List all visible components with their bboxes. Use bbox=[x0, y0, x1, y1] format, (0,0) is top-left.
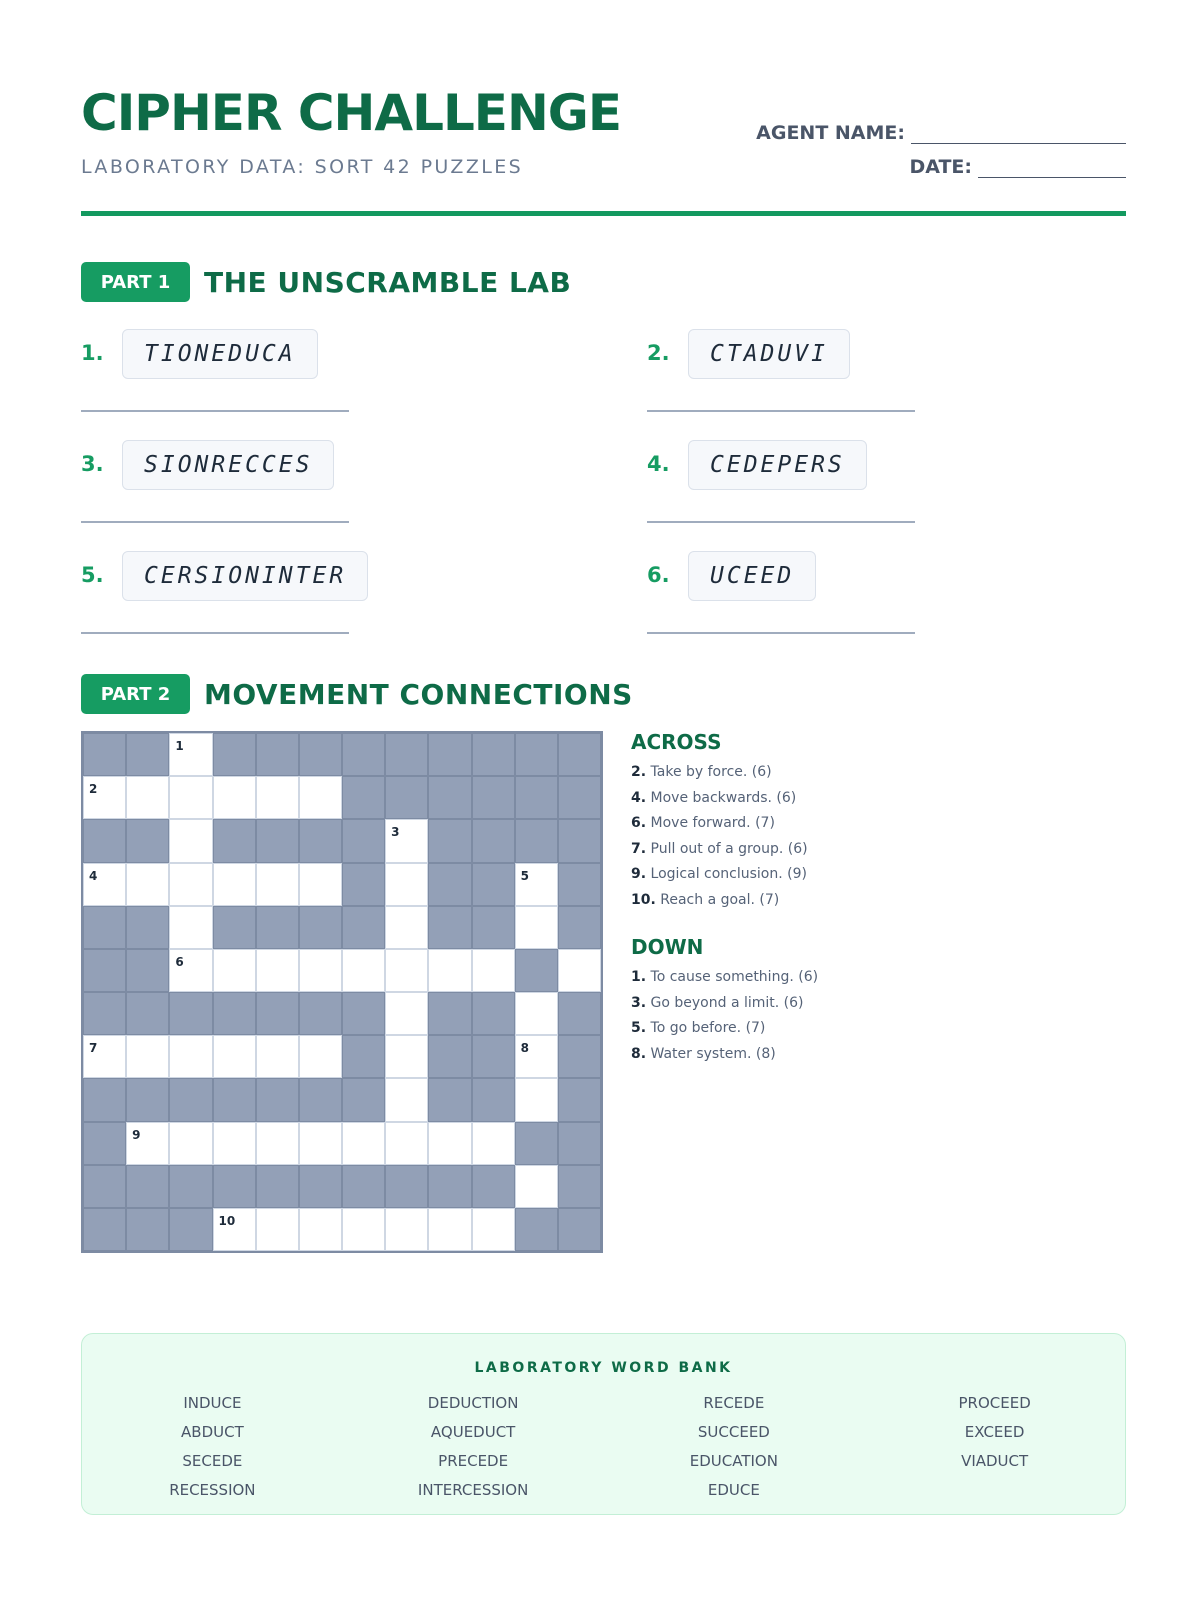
clue-text: To cause something. (6) bbox=[650, 969, 819, 985]
part1-title: THE UNSCRAMBLE LAB bbox=[204, 265, 572, 299]
crossword-block bbox=[428, 1165, 471, 1208]
cell-number: 9 bbox=[132, 1127, 141, 1142]
crossword-block bbox=[515, 1208, 558, 1251]
crossword-cell[interactable] bbox=[83, 863, 126, 906]
scramble-item bbox=[81, 329, 381, 429]
crossword-block bbox=[342, 863, 385, 906]
clue-text: To go before. (7) bbox=[650, 1020, 766, 1036]
scramble-number: 6. bbox=[647, 563, 670, 587]
clue-text: Reach a goal. (7) bbox=[660, 891, 780, 908]
crossword-cell[interactable] bbox=[385, 1035, 428, 1078]
crossword-cell[interactable] bbox=[515, 1078, 558, 1121]
crossword-cell[interactable] bbox=[83, 776, 126, 819]
bank-word: RECESSION bbox=[169, 1481, 256, 1499]
crossword-cell[interactable] bbox=[126, 1035, 169, 1078]
clue-number: 3. bbox=[631, 994, 647, 1011]
crossword-block bbox=[169, 1078, 212, 1121]
down-clues bbox=[631, 935, 1031, 1067]
crossword-block bbox=[83, 1122, 126, 1165]
clue-text: Move forward. (7) bbox=[650, 815, 775, 831]
crossword-cell[interactable] bbox=[126, 863, 169, 906]
crossword-block bbox=[515, 776, 558, 819]
clue-number: 7. bbox=[631, 840, 647, 857]
crossword-cell[interactable] bbox=[83, 1035, 126, 1078]
crossword-cell[interactable] bbox=[169, 1122, 212, 1165]
crossword-block bbox=[472, 733, 515, 776]
crossword-cell[interactable] bbox=[126, 776, 169, 819]
clue-text: Pull out of a group. (6) bbox=[650, 840, 808, 857]
scramble-item bbox=[81, 551, 381, 651]
worksheet-header bbox=[81, 82, 1126, 222]
crossword-block bbox=[342, 733, 385, 776]
crossword-cell[interactable] bbox=[213, 776, 256, 819]
crossword-block bbox=[472, 776, 515, 819]
crossword-cell[interactable] bbox=[213, 1035, 256, 1078]
crossword-cell[interactable] bbox=[515, 863, 558, 906]
crossword-block bbox=[213, 906, 256, 949]
scramble-number: 2. bbox=[647, 341, 670, 365]
crossword-block bbox=[385, 776, 428, 819]
crossword-block bbox=[83, 1165, 126, 1208]
crossword-block bbox=[385, 1165, 428, 1208]
crossword-cell[interactable] bbox=[256, 1035, 299, 1078]
date-field[interactable] bbox=[978, 158, 1126, 178]
word-bank-columns bbox=[82, 1389, 1125, 1505]
cell-number: 6 bbox=[175, 954, 184, 969]
scramble-number: 1. bbox=[81, 341, 104, 365]
crossword-block bbox=[213, 819, 256, 862]
crossword-block bbox=[558, 1078, 601, 1121]
crossword-block bbox=[472, 906, 515, 949]
crossword-block bbox=[558, 733, 601, 776]
crossword-block bbox=[299, 992, 342, 1035]
crossword-block bbox=[428, 819, 471, 862]
crossword-block bbox=[169, 1208, 212, 1251]
scramble-item bbox=[81, 440, 381, 540]
crossword-block bbox=[428, 863, 471, 906]
cell-number: 8 bbox=[520, 1041, 530, 1056]
crossword-block bbox=[472, 1035, 515, 1078]
clue-item bbox=[631, 888, 1031, 914]
scramble-item bbox=[647, 440, 947, 540]
crossword-cell[interactable] bbox=[213, 949, 256, 992]
answer-line[interactable] bbox=[647, 410, 915, 412]
crossword-block bbox=[169, 992, 212, 1035]
date-label: DATE: bbox=[909, 156, 972, 178]
cell-number: 7 bbox=[89, 1041, 98, 1056]
bank-word: AQUEDUCT bbox=[430, 1423, 516, 1441]
crossword-cell[interactable] bbox=[515, 906, 558, 949]
crossword-cell[interactable] bbox=[256, 949, 299, 992]
crossword-block bbox=[256, 733, 299, 776]
crossword-cell[interactable] bbox=[213, 1122, 256, 1165]
word-bank-column bbox=[343, 1389, 604, 1505]
crossword-block bbox=[558, 776, 601, 819]
crossword-block bbox=[428, 992, 471, 1035]
clue-text: Logical conclusion. (9) bbox=[650, 866, 807, 882]
bank-word: PROCEED bbox=[958, 1394, 1031, 1412]
crossword-block bbox=[83, 1078, 126, 1121]
clue-number: 1. bbox=[631, 969, 647, 985]
bank-word: SECEDE bbox=[182, 1452, 243, 1470]
crossword-cell[interactable] bbox=[385, 863, 428, 906]
crossword-cell[interactable] bbox=[428, 1208, 471, 1251]
page-subtitle: LABORATORY DATA: SORT 42 PUZZLES bbox=[81, 156, 524, 178]
crossword-cell[interactable] bbox=[126, 1122, 169, 1165]
crossword-block bbox=[83, 906, 126, 949]
word-bank-column bbox=[604, 1389, 865, 1505]
crossword-block bbox=[558, 906, 601, 949]
clue-number: 6. bbox=[631, 815, 647, 831]
down-heading: DOWN bbox=[631, 935, 704, 959]
crossword-cell[interactable] bbox=[428, 1122, 471, 1165]
crossword-block bbox=[472, 1165, 515, 1208]
crossword-cell[interactable] bbox=[256, 863, 299, 906]
crossword-cell[interactable] bbox=[385, 1122, 428, 1165]
scramble-number: 5. bbox=[81, 563, 104, 587]
agent-info bbox=[756, 122, 1126, 190]
crossword-grid bbox=[81, 731, 603, 1253]
word-bank-column bbox=[82, 1389, 343, 1505]
part2-badge: PART 2 bbox=[81, 674, 190, 714]
crossword-block bbox=[342, 992, 385, 1035]
crossword-cell[interactable] bbox=[169, 906, 212, 949]
bank-word: DEDUCTION bbox=[427, 1394, 519, 1412]
agent-name-row bbox=[756, 122, 1126, 144]
crossword-cell[interactable] bbox=[169, 733, 212, 776]
crossword-cell[interactable] bbox=[299, 949, 342, 992]
crossword-block bbox=[213, 1078, 256, 1121]
crossword-clues bbox=[631, 730, 1031, 1067]
word-bank-column bbox=[864, 1389, 1125, 1505]
bank-word: EDUCATION bbox=[689, 1452, 778, 1470]
crossword-block bbox=[558, 1208, 601, 1251]
crossword-block bbox=[558, 1165, 601, 1208]
crossword-cell[interactable] bbox=[256, 1208, 299, 1251]
crossword-block bbox=[558, 992, 601, 1035]
crossword-cell[interactable] bbox=[213, 863, 256, 906]
clue-text: Take by force. (6) bbox=[650, 764, 772, 780]
bank-word: SUCCEED bbox=[697, 1423, 770, 1441]
scrambled-word: CTADUVI bbox=[688, 329, 850, 379]
cell-number: 5 bbox=[520, 868, 530, 883]
crossword-cell[interactable] bbox=[472, 1122, 515, 1165]
crossword-block bbox=[256, 1078, 299, 1121]
crossword-block bbox=[515, 1122, 558, 1165]
crossword-block bbox=[83, 949, 126, 992]
crossword-block bbox=[299, 819, 342, 862]
crossword-block bbox=[558, 1035, 601, 1078]
crossword-block bbox=[428, 1078, 471, 1121]
crossword-cell[interactable] bbox=[385, 992, 428, 1035]
across-clues bbox=[631, 730, 1031, 913]
crossword-block bbox=[126, 949, 169, 992]
crossword-cell[interactable] bbox=[256, 776, 299, 819]
clue-number: 2. bbox=[631, 764, 647, 780]
clue-item bbox=[631, 760, 1031, 786]
answer-line[interactable] bbox=[81, 410, 349, 412]
crossword-cell[interactable] bbox=[342, 949, 385, 992]
crossword-cell[interactable] bbox=[515, 1035, 558, 1078]
crossword-block bbox=[299, 733, 342, 776]
crossword-block bbox=[472, 992, 515, 1035]
header-divider bbox=[81, 211, 1126, 216]
date-row bbox=[756, 156, 1126, 178]
crossword-cell[interactable] bbox=[472, 1208, 515, 1251]
scramble-number: 3. bbox=[81, 452, 104, 476]
bank-word: INDUCE bbox=[183, 1394, 242, 1412]
crossword-cell[interactable] bbox=[385, 949, 428, 992]
crossword-cell[interactable] bbox=[515, 992, 558, 1035]
crossword-cell[interactable] bbox=[169, 819, 212, 862]
crossword-block bbox=[472, 819, 515, 862]
clue-item bbox=[631, 965, 1031, 991]
part1-heading bbox=[81, 262, 571, 302]
crossword-cell[interactable] bbox=[515, 1165, 558, 1208]
clue-text: Go beyond a limit. (6) bbox=[650, 994, 804, 1011]
crossword-block bbox=[169, 1165, 212, 1208]
crossword-cell[interactable] bbox=[385, 906, 428, 949]
crossword-block bbox=[213, 733, 256, 776]
clue-item bbox=[631, 1042, 1031, 1068]
crossword-cell[interactable] bbox=[342, 1122, 385, 1165]
crossword-block bbox=[256, 819, 299, 862]
crossword-block bbox=[428, 776, 471, 819]
bank-word: INTERCESSION bbox=[417, 1481, 529, 1499]
crossword-block bbox=[428, 733, 471, 776]
part2-heading bbox=[81, 674, 633, 714]
crossword-block bbox=[472, 863, 515, 906]
word-bank-title: LABORATORY WORD BANK bbox=[474, 1360, 733, 1376]
crossword-cell[interactable] bbox=[558, 949, 601, 992]
bank-word: VIADUCT bbox=[961, 1452, 1029, 1470]
scramble-number: 4. bbox=[647, 452, 670, 476]
crossword-block bbox=[515, 949, 558, 992]
scrambled-word: CEDEPERS bbox=[688, 440, 867, 490]
clue-item bbox=[631, 837, 1031, 863]
bank-word: EDUCE bbox=[707, 1481, 760, 1499]
crossword-cell[interactable] bbox=[169, 1035, 212, 1078]
crossword-block bbox=[299, 1165, 342, 1208]
scrambled-word: UCEED bbox=[688, 551, 816, 601]
part2-title: MOVEMENT CONNECTIONS bbox=[204, 677, 633, 711]
clue-item bbox=[631, 786, 1031, 812]
crossword-block bbox=[342, 1035, 385, 1078]
crossword-block bbox=[126, 819, 169, 862]
crossword-block bbox=[83, 992, 126, 1035]
crossword-block bbox=[428, 906, 471, 949]
clue-number: 8. bbox=[631, 1045, 647, 1062]
clue-item bbox=[631, 1016, 1031, 1042]
cell-number: 3 bbox=[391, 825, 400, 840]
clue-item bbox=[631, 811, 1031, 837]
crossword-cell[interactable] bbox=[385, 1078, 428, 1121]
crossword-cell[interactable] bbox=[428, 949, 471, 992]
crossword-cell[interactable] bbox=[169, 949, 212, 992]
crossword-block bbox=[213, 1165, 256, 1208]
agent-name-label: AGENT NAME: bbox=[756, 122, 905, 144]
crossword-block bbox=[126, 733, 169, 776]
crossword-block bbox=[385, 733, 428, 776]
clue-number: 10. bbox=[631, 891, 656, 908]
crossword-block bbox=[126, 906, 169, 949]
crossword-block bbox=[515, 733, 558, 776]
crossword-block bbox=[342, 1165, 385, 1208]
part1-badge: PART 1 bbox=[81, 262, 190, 302]
crossword-block bbox=[126, 1208, 169, 1251]
crossword-block bbox=[83, 733, 126, 776]
answer-line[interactable] bbox=[647, 521, 915, 523]
clue-number: 5. bbox=[631, 1020, 647, 1036]
crossword-cell[interactable] bbox=[299, 1208, 342, 1251]
crossword-block bbox=[256, 992, 299, 1035]
crossword-block bbox=[342, 906, 385, 949]
crossword-cell[interactable] bbox=[299, 863, 342, 906]
crossword-block bbox=[299, 1078, 342, 1121]
crossword-cell[interactable] bbox=[472, 949, 515, 992]
across-heading: ACROSS bbox=[631, 730, 722, 754]
crossword-block bbox=[472, 1078, 515, 1121]
crossword-block bbox=[428, 1035, 471, 1078]
crossword-cell[interactable] bbox=[342, 1208, 385, 1251]
cell-number: 2 bbox=[89, 782, 98, 797]
crossword-block bbox=[558, 1122, 601, 1165]
clue-item bbox=[631, 991, 1031, 1017]
clue-text: Move backwards. (6) bbox=[650, 789, 797, 806]
crossword-block bbox=[342, 776, 385, 819]
word-bank bbox=[81, 1333, 1126, 1515]
crossword-block bbox=[256, 1165, 299, 1208]
scrambled-word: CERSIONINTER bbox=[122, 551, 368, 601]
crossword-block bbox=[83, 1208, 126, 1251]
crossword-cell[interactable] bbox=[385, 819, 428, 862]
scrambled-word: SIONRECCES bbox=[122, 440, 334, 490]
answer-line[interactable] bbox=[81, 632, 349, 634]
clue-item bbox=[631, 862, 1031, 888]
bank-word: PRECEDE bbox=[438, 1452, 509, 1470]
crossword-cell[interactable] bbox=[169, 863, 212, 906]
crossword-cell[interactable] bbox=[385, 1208, 428, 1251]
bank-word: EXCEED bbox=[964, 1423, 1025, 1441]
answer-line[interactable] bbox=[81, 521, 349, 523]
agent-name-field[interactable] bbox=[911, 124, 1126, 144]
answer-line[interactable] bbox=[647, 632, 915, 634]
scrambled-word: TIONEDUCA bbox=[122, 329, 318, 379]
scramble-item bbox=[647, 329, 947, 429]
crossword-cell[interactable] bbox=[169, 776, 212, 819]
bank-word: RECEDE bbox=[703, 1394, 765, 1412]
cell-number: 10 bbox=[218, 1213, 236, 1228]
cell-number: 4 bbox=[89, 868, 98, 883]
crossword-cell[interactable] bbox=[299, 1122, 342, 1165]
crossword-block bbox=[342, 1078, 385, 1121]
crossword-block bbox=[299, 906, 342, 949]
crossword-block bbox=[515, 819, 558, 862]
crossword-cell[interactable] bbox=[213, 1208, 256, 1251]
crossword-block bbox=[126, 1165, 169, 1208]
crossword-block bbox=[213, 992, 256, 1035]
crossword-block bbox=[126, 1078, 169, 1121]
clue-number: 9. bbox=[631, 866, 647, 882]
cell-number: 1 bbox=[175, 739, 184, 753]
clue-text: Water system. (8) bbox=[650, 1045, 776, 1062]
bank-word: ABDUCT bbox=[181, 1423, 244, 1441]
crossword-block bbox=[558, 863, 601, 906]
crossword-block bbox=[342, 819, 385, 862]
scramble-item bbox=[647, 551, 947, 651]
crossword-block bbox=[558, 819, 601, 862]
crossword-cell[interactable] bbox=[299, 776, 342, 819]
page-title: CIPHER CHALLENGE bbox=[81, 84, 622, 142]
crossword-block bbox=[83, 819, 126, 862]
crossword-cell[interactable] bbox=[256, 1122, 299, 1165]
crossword-cell[interactable] bbox=[299, 1035, 342, 1078]
clue-number: 4. bbox=[631, 789, 647, 806]
crossword-block bbox=[256, 906, 299, 949]
crossword-block bbox=[126, 992, 169, 1035]
